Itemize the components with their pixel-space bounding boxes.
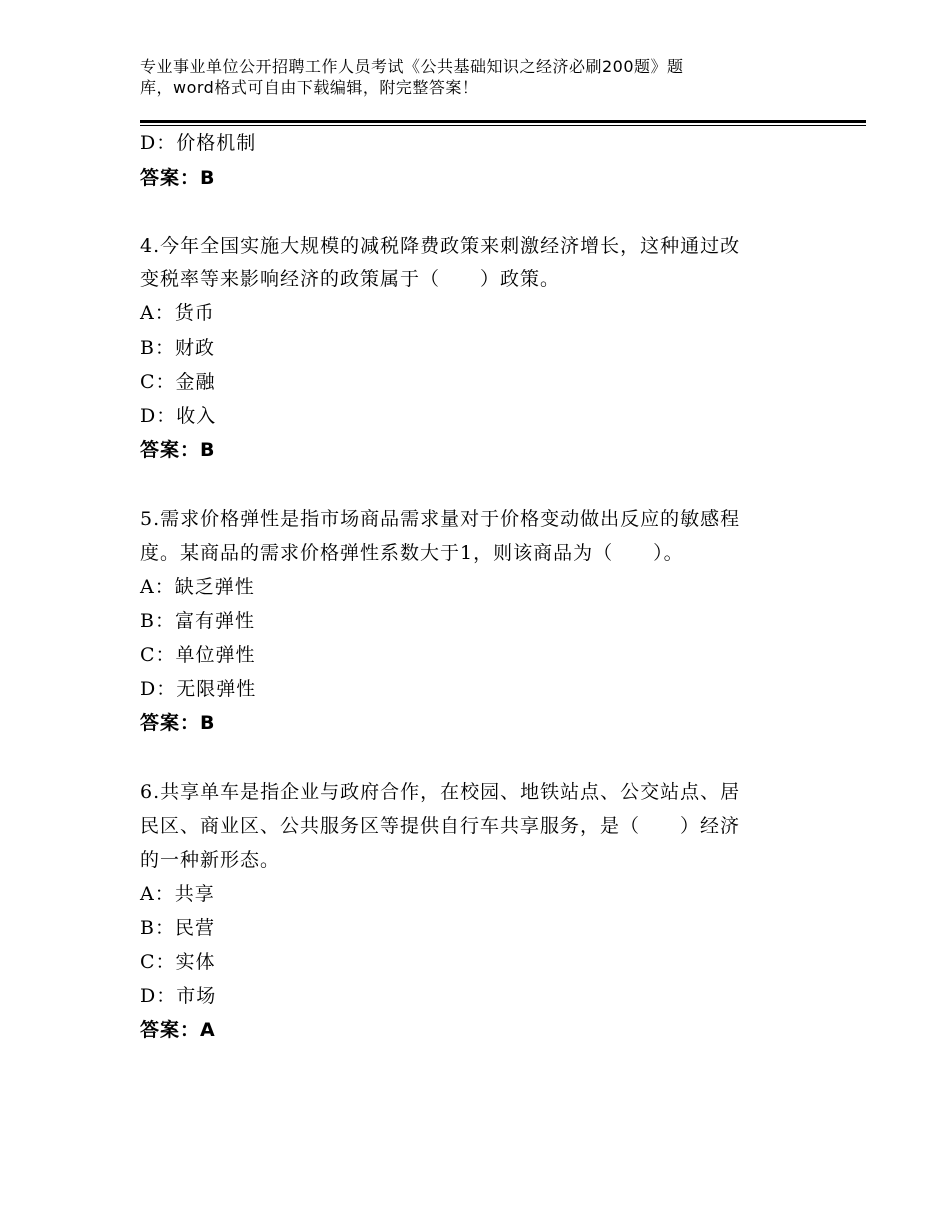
option-a: A：共享 <box>140 883 215 905</box>
question-text-line: 度。某商品的需求价格弹性系数大于1，则该商品为（ ）。 <box>140 542 684 564</box>
option-d: D：收入 <box>140 405 217 427</box>
option-a: A：缺乏弹性 <box>140 576 255 598</box>
option-b: B：富有弹性 <box>140 610 255 632</box>
option-d: D：市场 <box>140 985 217 1007</box>
option-c: C：金融 <box>140 371 216 393</box>
header-rule-thin <box>140 125 866 126</box>
answer: 答案：B <box>140 712 216 734</box>
question-text-line: 变税率等来影响经济的政策属于（ ）政策。 <box>140 268 561 290</box>
header-rule-thick <box>140 120 866 123</box>
option-b: B：财政 <box>140 337 215 359</box>
option-d: D：无限弹性 <box>140 678 257 700</box>
question-text-line: 的一种新形态。 <box>140 849 281 871</box>
option-a: A：货币 <box>140 302 215 324</box>
page-header <box>140 56 780 98</box>
answer: 答案：B <box>140 167 216 189</box>
question-text-line: 5.需求价格弹性是指市场商品需求量对于价格变动做出反应的敏感程 <box>140 508 741 530</box>
header-line-1: 专业事业单位公开招聘工作人员考试《公共基础知识之经济必刷200题》题 <box>140 57 684 76</box>
header-line-2: 库，word格式可自由下载编辑，附完整答案！ <box>140 78 479 97</box>
option-d: D：价格机制 <box>140 132 257 154</box>
question-text-line: 民区、商业区、公共服务区等提供自行车共享服务，是（ ）经济 <box>140 815 741 837</box>
option-c: C：单位弹性 <box>140 644 256 666</box>
option-b: B：民营 <box>140 917 215 939</box>
question-text-line: 4.今年全国实施大规模的减税降费政策来刺激经济增长，这种通过改 <box>140 235 741 257</box>
question-text-line: 6.共享单车是指企业与政府合作，在校园、地铁站点、公交站点、居 <box>140 781 741 803</box>
option-c: C：实体 <box>140 951 216 973</box>
answer: 答案：B <box>140 439 216 461</box>
answer: 答案：A <box>140 1019 216 1041</box>
